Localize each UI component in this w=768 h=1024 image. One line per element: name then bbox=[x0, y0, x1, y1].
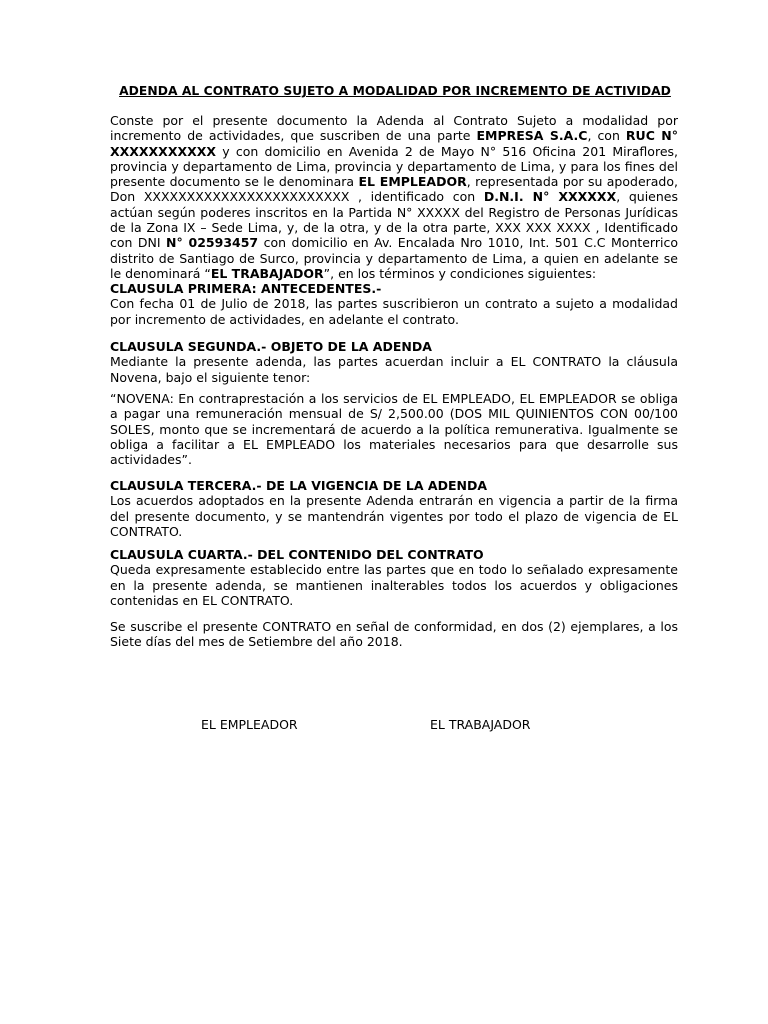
intro-text: , quienes actúan según poderes inscritos en la Partida N° XXXXX del Registro de Personas Jurídicas de la Zona IX – Sede Lima, y, de la otra, y de la otra parte, XXX XXX XXXX , Identificado con DNI bbox=[110, 189, 678, 251]
clause-body: Mediante la presente adenda, las partes acuerdan incluir a EL CONTRATO la cláusula Novena, bajo el siguiente tenor: bbox=[110, 354, 678, 385]
worker-term: EL TRABAJADOR bbox=[210, 265, 324, 281]
intro-section bbox=[110, 113, 678, 281]
intro-text: , con bbox=[587, 128, 626, 144]
novena-clause bbox=[110, 391, 678, 467]
intro-text: ”, en los términos y condiciones siguientes: bbox=[323, 265, 597, 281]
intro-text: y con domicilio en Avenida 2 de Mayo N° 516 Oficina 201 Miraflores, provincia y departamento de Lima, provincia y departamento de Lima, y para los fines del presente documento se le denominara bbox=[110, 143, 678, 190]
clause-primera bbox=[110, 281, 678, 327]
intro-text: con domicilio en Av. Encalada Nro 1010, Int. 501 C.C Monterrico distrito de Santiago de Surco, provincia y departamento de Lima, a quien en adelante se le denominará “ bbox=[110, 235, 678, 281]
clause-heading: CLAUSULA CUARTA.- DEL CONTENIDO DEL CONTRATO bbox=[110, 547, 484, 562]
worker-dni: N° 02593457 bbox=[166, 235, 259, 251]
intro-text: Conste por el presente documento la Adenda al Contrato Sujeto a modalidad por incremento de actividades, que suscriben de una parte bbox=[110, 113, 678, 144]
closing-section bbox=[110, 619, 678, 650]
company-ruc: RUC N° XXXXXXXXXXX bbox=[110, 128, 678, 159]
clause-heading: CLAUSULA PRIMERA: ANTECEDENTES.- bbox=[110, 281, 382, 296]
employer-term: EL EMPLEADOR bbox=[358, 174, 467, 190]
clause-heading: CLAUSULA SEGUNDA.- OBJETO DE LA ADENDA bbox=[110, 339, 432, 354]
clause-heading: CLAUSULA TERCERA.- DE LA VIGENCIA DE LA ADENDA bbox=[110, 478, 487, 493]
clause-cuarta bbox=[110, 547, 678, 608]
company-name: EMPRESA S.A.C bbox=[476, 128, 588, 144]
representative-dni: D.N.I. N° XXXXXX bbox=[483, 189, 617, 205]
clause-body: Queda expresamente establecido entre las partes que en todo lo señalado expresamente en la presente adenda, se mantienen inalterables todos los acuerdos y obligaciones contenidas en EL CONTRATO. bbox=[110, 562, 678, 608]
novena-text: “NOVENA: En contraprestación a los servicios de EL EMPLEADO, EL EMPLEADOR se obliga a pagar una remuneración mensual de S/ 2,500.00 (DOS MIL QUINIENTOS CON 00/100 SOLES, monto que se incrementará de acuerdo a la política remunerativa. Igualmente se obliga a facilitar a EL EMPLEADO los materiales necesarios para que desarrolle sus actividades”. bbox=[110, 391, 678, 468]
clause-tercera bbox=[110, 478, 678, 539]
document-title: ADENDA AL CONTRATO SUJETO A MODALIDAD POR INCREMENTO DE ACTIVIDAD bbox=[119, 84, 671, 98]
intro-text: , representada por su apoderado, Don XXXXXXXXXXXXXXXXXXXXXXXX , identificado con bbox=[110, 174, 678, 205]
employer-signature-label: EL EMPLEADOR bbox=[201, 717, 298, 732]
closing-text: Se suscribe el presente CONTRATO en señal de conformidad, en dos (2) ejemplares, a los Siete días del mes de Setiembre del año 2018. bbox=[110, 619, 678, 650]
clause-body: Con fecha 01 de Julio de 2018, las partes suscribieron un contrato a sujeto a modalidad por incremento de actividades, en adelante el contrato. bbox=[110, 296, 678, 327]
worker-signature-label: EL TRABAJADOR bbox=[430, 717, 531, 732]
clause-segunda bbox=[110, 339, 678, 385]
clause-body: Los acuerdos adoptados en la presente Adenda entrarán en vigencia a partir de la firma del presente documento, y se mantendrán vigentes por todo el plazo de vigencia de EL CONTRATO. bbox=[110, 493, 678, 539]
intro-paragraph bbox=[110, 113, 678, 281]
